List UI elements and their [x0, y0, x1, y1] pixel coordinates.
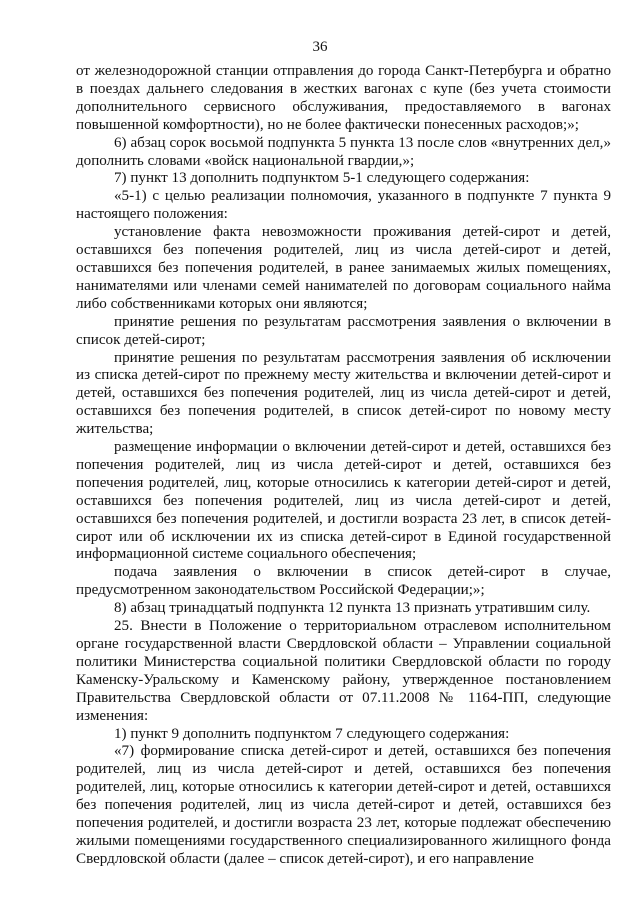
paragraph-4: «5-1) с целью реализации полномочия, указанного в подпункте 7 пункта 9 настоящего положения:	[76, 188, 611, 223]
paragraph-12: 1) пункт 9 дополнить подпунктом 7 следующего содержания:	[114, 725, 510, 742]
paragraph-1: от железнодорожной станции отправления до города Санкт-Петербурга и обратно в поездах дальнего следования в жестких вагонах с купе (без учета стоимости дополнительного сервисного обслуживания, предоставляемого в вагонах повышенной комфортности), но не более фактически понесенных расходов;»;	[76, 63, 611, 133]
paragraph-2: 6) абзац сорок восьмой подпункта 5 пункта 13 после слов «внутренних дел,» дополнить словами «войск национальной гвардии,»;	[76, 134, 611, 169]
document-body	[76, 63, 611, 869]
paragraph-13: «7) формирование списка детей-сирот и детей, оставшихся без попечения родителей, лиц из числа детей-сирот и детей, оставшихся без попечения родителей, лиц, которые относились к категории детей-сирот и детей, оставшихся без попечения родителей, лиц из числа детей-сирот и детей, оставшихся без попечения родителей, и достигли возраста 23 лет, которые подлежат обеспечению жилыми помещениями государственного специализированного жилищного фонда Свердловской области (далее – список детей-сирот), и его направление	[76, 743, 611, 867]
paragraph-7: принятие решения по результатам рассмотрения заявления об исключении из списка детей-сирот по прежнему месту жительства и включении детей-сирот и детей, оставшихся без попечения родителей, лиц из числа детей-сирот и детей, оставшихся без попечения родителей, в список детей-сирот по новому месту жительства;	[76, 349, 611, 438]
paragraph-9: подача заявления о включении в список детей-сирот в случае, предусмотренном законодательством Российской Федерации;»;	[76, 564, 611, 599]
paragraph-10: 8) абзац тринадцатый подпункта 12 пункта 13 признать утратившим силу.	[114, 600, 591, 617]
page-number: 36	[312, 39, 328, 55]
paragraph-8: размещение информации о включении детей-сирот и детей, оставшихся без попечения родителей, лиц из числа детей-сирот и детей, оставшихся без попечения родителей, лиц, которые относились к категории детей-сирот и детей, оставшихся без попечения родителей, лиц из числа детей-сирот и детей, оставшихся без попечения родителей, и достигли возраста 23 лет, в список детей-сирот или об исключении их из списка детей-сирот в Единой государственной информационной системе социального обеспечения;	[76, 439, 611, 563]
paragraph-5: установление факта невозможности проживания детей-сирот и детей, оставшихся без попечения родителей, лиц из числа детей-сирот и детей, оставшихся без попечения родителей, в ранее занимаемых жилых помещениях, нанимателями или членами семей нанимателей по договорам социального найма либо собственниками которых они являются;	[76, 224, 611, 312]
paragraph-11: 25. Внести в Положение о территориальном отраслевом исполнительном органе государственной власти Свердловской области – Управлении социальной политики Министерства социальной политики Свердловской области по городу Каменску-Уральскому и Каменскому району, утвержденное постановлением Правительства Свердловской области от 07.11.2008 № 1164-ПП, следующие изменения:	[76, 618, 611, 724]
paragraph-6: принятие решения по результатам рассмотрения заявления о включении в список детей-сирот;	[76, 313, 611, 348]
paragraph-3: 7) пункт 13 дополнить подпунктом 5-1 следующего содержания:	[114, 170, 530, 187]
